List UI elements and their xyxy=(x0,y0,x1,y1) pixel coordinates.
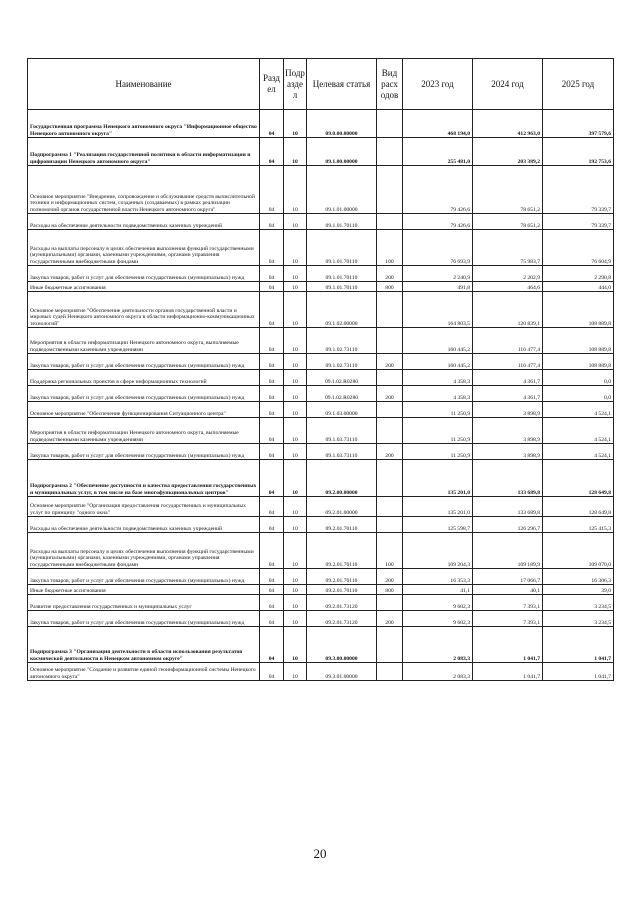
cell-section: 04 xyxy=(260,569,284,585)
cell-y2023: 109 204,3 xyxy=(403,533,473,569)
cell-expense xyxy=(377,214,403,230)
cell-section: 04 xyxy=(260,627,284,663)
cell-subsection: 10 xyxy=(284,110,307,138)
cell-y2025: 0,0 xyxy=(543,370,614,386)
cell-subsection: 10 xyxy=(284,533,307,569)
cell-y2023: 468 194,0 xyxy=(403,110,473,138)
table-row xyxy=(28,138,614,166)
cell-name: Расходы на выплаты персоналу в целях обеспечения выполнения функций государственными (муниципальными) органами, казенными учреждениями, органами управления государственными внебюджетными фондами xyxy=(28,230,260,266)
cell-section: 04 xyxy=(260,533,284,569)
cell-subsection: 10 xyxy=(284,266,307,282)
cell-y2023: 135 201,0 xyxy=(403,497,473,517)
cell-y2023: 16 353,3 xyxy=(403,569,473,585)
cell-section: 04 xyxy=(260,166,284,214)
cell-name: Государственная программа Ненецкого автономного округа "Информационное общество Ненецкого автономного округа" xyxy=(28,110,260,138)
cell-y2025: 0,0 xyxy=(543,386,614,402)
cell-y2024: 17 066,7 xyxy=(473,569,543,585)
cell-name: Развитие предоставления государственных и муниципальных услуг xyxy=(28,595,260,611)
cell-subsection: 10 xyxy=(284,611,307,627)
cell-section: 04 xyxy=(260,214,284,230)
cell-y2025: 4 524,1 xyxy=(543,444,614,460)
cell-target: 09.2.01.70110 xyxy=(307,533,377,569)
table-row xyxy=(28,292,614,328)
cell-y2025: 79 339,7 xyxy=(543,214,614,230)
cell-name: Подпрограмма 3 "Организация деятельности в области использования результатов космической деятельности в Ненецком автономном округе" xyxy=(28,627,260,663)
cell-y2024: 133 689,8 xyxy=(473,460,543,497)
cell-section: 04 xyxy=(260,292,284,328)
table-row xyxy=(28,230,614,266)
cell-subsection: 10 xyxy=(284,354,307,370)
cell-name: Основное мероприятие "Обеспечение деятельности органов государственной власти и мировых судей Ненецкого автономного округа в области информационно-коммуникационных технологий" xyxy=(28,292,260,328)
table-row xyxy=(28,460,614,497)
cell-subsection: 10 xyxy=(284,444,307,460)
cell-subsection: 10 xyxy=(284,517,307,533)
cell-y2023: 4 358,3 xyxy=(403,386,473,402)
table-row xyxy=(28,569,614,585)
cell-section: 04 xyxy=(260,354,284,370)
cell-name: Мероприятия в области информатизации Ненецкого автономного округа, выполняемые подведомственными казенными учреждениями xyxy=(28,328,260,354)
cell-expense: 200 xyxy=(377,266,403,282)
cell-name: Подпрограмма 2 "Обеспечение доступности и качества предоставления государственных и муниципальных услуг, в том числе на базе многофункциональных центров" xyxy=(28,460,260,497)
cell-section: 04 xyxy=(260,110,284,138)
cell-y2024: 75 983,7 xyxy=(473,230,543,266)
cell-y2024: 3 898,9 xyxy=(473,402,543,418)
cell-name: Иные бюджетные ассигнования xyxy=(28,585,260,595)
cell-y2023: 9 602,3 xyxy=(403,595,473,611)
cell-name: Основное мероприятие "Обеспечение функционирования Ситуационного центра" xyxy=(28,402,260,418)
cell-y2025: 108 889,8 xyxy=(543,354,614,370)
table-body xyxy=(28,110,614,681)
table-row xyxy=(28,497,614,517)
cell-expense: 800 xyxy=(377,282,403,292)
cell-y2023: 11 250,9 xyxy=(403,418,473,444)
cell-target: 09.1.03.73110 xyxy=(307,418,377,444)
table-row xyxy=(28,266,614,282)
cell-y2025: 39,0 xyxy=(543,585,614,595)
cell-name: Закупка товаров, работ и услуг для обеспечения государственных (муниципальных) нужд xyxy=(28,444,260,460)
cell-section: 04 xyxy=(260,230,284,266)
cell-expense: 200 xyxy=(377,386,403,402)
cell-section: 04 xyxy=(260,418,284,444)
cell-y2023: 135 201,0 xyxy=(403,460,473,497)
cell-expense: 200 xyxy=(377,444,403,460)
budget-table xyxy=(27,58,614,681)
cell-y2023: 125 598,7 xyxy=(403,517,473,533)
cell-target: 09.1.03.00000 xyxy=(307,402,377,418)
cell-name: Закупка товаров, работ и услуг для обеспечения государственных (муниципальных) нужд xyxy=(28,611,260,627)
cell-y2025: 1 041,7 xyxy=(543,663,614,681)
table-row xyxy=(28,533,614,569)
cell-section: 04 xyxy=(260,386,284,402)
cell-y2023: 79 426,6 xyxy=(403,166,473,214)
cell-y2024: 1 041,7 xyxy=(473,663,543,681)
cell-target: 09.1.01.70110 xyxy=(307,266,377,282)
cell-y2023: 2 083,3 xyxy=(403,663,473,681)
cell-subsection: 10 xyxy=(284,402,307,418)
cell-subsection: 10 xyxy=(284,497,307,517)
cell-y2025: 108 889,8 xyxy=(543,328,614,354)
cell-section: 04 xyxy=(260,460,284,497)
header-2025: 2025 год xyxy=(543,59,614,110)
cell-target: 09.2.00.00000 xyxy=(307,460,377,497)
cell-subsection: 10 xyxy=(284,569,307,585)
cell-y2023: 255 481,0 xyxy=(403,138,473,166)
cell-y2024: 464,6 xyxy=(473,282,543,292)
cell-subsection: 10 xyxy=(284,214,307,230)
cell-target: 09.2.01.73120 xyxy=(307,611,377,627)
table-row xyxy=(28,370,614,386)
cell-y2024: 120 839,1 xyxy=(473,292,543,328)
cell-subsection: 10 xyxy=(284,166,307,214)
table-row xyxy=(28,595,614,611)
cell-expense: 100 xyxy=(377,533,403,569)
cell-y2024: 126 296,7 xyxy=(473,517,543,533)
cell-section: 04 xyxy=(260,517,284,533)
cell-y2025: 3 234,5 xyxy=(543,611,614,627)
cell-y2025: 109 070,0 xyxy=(543,533,614,569)
cell-target: 09.1.02.73110 xyxy=(307,328,377,354)
cell-y2025: 16 306,3 xyxy=(543,569,614,585)
header-2023: 2023 год xyxy=(403,59,473,110)
cell-expense: 100 xyxy=(377,230,403,266)
cell-subsection: 10 xyxy=(284,328,307,354)
table-header-row xyxy=(28,59,614,110)
cell-y2023: 11 250,9 xyxy=(403,402,473,418)
cell-target: 09.2.01.70110 xyxy=(307,585,377,595)
cell-y2023: 160 445,2 xyxy=(403,328,473,354)
cell-name: Закупка товаров, работ и услуг для обеспечения государственных (муниципальных) нужд xyxy=(28,569,260,585)
cell-name: Подпрограмма 1 "Реализация государственной политики в области информатизации и цифровизации Ненецкого автономного округа" xyxy=(28,138,260,166)
cell-target: 09.3.00.00000 xyxy=(307,627,377,663)
cell-y2025: 108 889,8 xyxy=(543,292,614,328)
cell-subsection: 10 xyxy=(284,138,307,166)
cell-expense xyxy=(377,517,403,533)
table-row xyxy=(28,611,614,627)
cell-subsection: 10 xyxy=(284,460,307,497)
header-expense-type: Вид расх одов xyxy=(377,59,403,110)
cell-section: 04 xyxy=(260,370,284,386)
cell-y2023: 164 803,5 xyxy=(403,292,473,328)
cell-name: Закупка товаров, работ и услуг для обеспечения государственных (муниципальных) нужд xyxy=(28,266,260,282)
cell-name: Расходы на обеспечение деятельности подведомственных казенных учреждений xyxy=(28,517,260,533)
cell-y2025: 128 649,8 xyxy=(543,460,614,497)
cell-y2025: 125 415,3 xyxy=(543,517,614,533)
cell-target: 09.2.01.70110 xyxy=(307,569,377,585)
cell-y2025: 128 649,8 xyxy=(543,497,614,517)
cell-y2023: 41,1 xyxy=(403,585,473,595)
cell-target: 09.1.01.70110 xyxy=(307,282,377,292)
cell-target: 09.1.00.00000 xyxy=(307,138,377,166)
cell-section: 04 xyxy=(260,444,284,460)
cell-expense xyxy=(377,497,403,517)
cell-target: 09.1.02.73110 xyxy=(307,354,377,370)
page-number: 20 xyxy=(313,846,327,861)
cell-name: Закупка товаров, работ и услуг для обеспечения государственных (муниципальных) нужд xyxy=(28,386,260,402)
cell-name: Основное мероприятие "Создание и развитие единой геоинформационной системы Ненецкого автономного округа" xyxy=(28,663,260,681)
cell-name: Иные бюджетные ассигнования xyxy=(28,282,260,292)
cell-subsection: 10 xyxy=(284,230,307,266)
cell-name: Расходы на выплаты персоналу в целях обеспечения выполнения функций государственными (муниципальными) органами, казенными учреждениями, органами управления государственными внебюджетными фондами xyxy=(28,533,260,569)
header-target-article: Целевая статья xyxy=(307,59,377,110)
cell-y2024: 78 651,2 xyxy=(473,166,543,214)
cell-subsection: 10 xyxy=(284,282,307,292)
cell-expense: 200 xyxy=(377,569,403,585)
table-row xyxy=(28,354,614,370)
cell-subsection: 10 xyxy=(284,627,307,663)
cell-y2024: 4 361,7 xyxy=(473,386,543,402)
cell-section: 04 xyxy=(260,328,284,354)
cell-section: 04 xyxy=(260,497,284,517)
cell-y2023: 9 602,3 xyxy=(403,611,473,627)
table-row xyxy=(28,585,614,595)
cell-target: 09.1.03.73110 xyxy=(307,444,377,460)
cell-section: 04 xyxy=(260,266,284,282)
table-row xyxy=(28,418,614,444)
cell-y2025: 2 290,8 xyxy=(543,266,614,282)
cell-y2025: 79 339,7 xyxy=(543,166,614,214)
cell-section: 04 xyxy=(260,282,284,292)
table-row xyxy=(28,282,614,292)
cell-target: 09.2.01.70110 xyxy=(307,517,377,533)
cell-y2024: 7 393,1 xyxy=(473,595,543,611)
cell-y2024: 3 898,9 xyxy=(473,444,543,460)
cell-expense xyxy=(377,460,403,497)
cell-target: 09.1.01.00000 xyxy=(307,166,377,214)
cell-expense: 200 xyxy=(377,611,403,627)
cell-name: Закупка товаров, работ и услуг для обеспечения государственных (муниципальных) нужд xyxy=(28,354,260,370)
table-row xyxy=(28,166,614,214)
cell-y2023: 491,8 xyxy=(403,282,473,292)
cell-expense: 200 xyxy=(377,354,403,370)
cell-expense xyxy=(377,138,403,166)
cell-y2023: 2 240,9 xyxy=(403,266,473,282)
cell-y2024: 1 041,7 xyxy=(473,627,543,663)
cell-expense xyxy=(377,595,403,611)
cell-target: 09.1.01.70110 xyxy=(307,230,377,266)
cell-y2025: 444,0 xyxy=(543,282,614,292)
cell-y2025: 4 524,1 xyxy=(543,402,614,418)
cell-y2024: 116 477,4 xyxy=(473,354,543,370)
cell-y2025: 397 579,6 xyxy=(543,110,614,138)
cell-expense xyxy=(377,627,403,663)
cell-target: 09.1.01.70110 xyxy=(307,214,377,230)
header-section: Разд ел xyxy=(260,59,284,110)
cell-name: Расходы на обеспечение деятельности подведомственных казенных учреждений xyxy=(28,214,260,230)
cell-y2024: 4 361,7 xyxy=(473,370,543,386)
cell-section: 04 xyxy=(260,138,284,166)
cell-subsection: 10 xyxy=(284,663,307,681)
cell-y2024: 203 389,2 xyxy=(473,138,543,166)
cell-y2023: 160 445,2 xyxy=(403,354,473,370)
cell-y2023: 4 358,3 xyxy=(403,370,473,386)
table-row xyxy=(28,663,614,681)
cell-subsection: 10 xyxy=(284,370,307,386)
header-name: Наименование xyxy=(28,59,260,110)
cell-name: Мероприятия в области информатизации Ненецкого автономного округа, выполняемые подведомственными казенными учреждениями xyxy=(28,418,260,444)
cell-target: 09.0.00.00000 xyxy=(307,110,377,138)
cell-expense xyxy=(377,292,403,328)
cell-y2024: 3 898,9 xyxy=(473,418,543,444)
cell-y2023: 11 250,9 xyxy=(403,444,473,460)
cell-y2025: 192 753,6 xyxy=(543,138,614,166)
cell-expense xyxy=(377,110,403,138)
table-row xyxy=(28,328,614,354)
cell-name: Основное мероприятие "Организация предоставления государственных и муниципальных услуг по принципу "одного окна" xyxy=(28,497,260,517)
cell-expense xyxy=(377,418,403,444)
cell-subsection: 10 xyxy=(284,595,307,611)
table-row xyxy=(28,386,614,402)
cell-y2024: 412 963,0 xyxy=(473,110,543,138)
cell-y2024: 78 651,2 xyxy=(473,214,543,230)
cell-section: 04 xyxy=(260,402,284,418)
cell-y2024: 40,1 xyxy=(473,585,543,595)
cell-y2023: 79 426,6 xyxy=(403,214,473,230)
cell-target: 09.1.02.R0280 xyxy=(307,386,377,402)
cell-subsection: 10 xyxy=(284,386,307,402)
cell-y2024: 109 189,9 xyxy=(473,533,543,569)
table-row xyxy=(28,444,614,460)
cell-y2023: 76 693,9 xyxy=(403,230,473,266)
cell-section: 04 xyxy=(260,663,284,681)
cell-section: 04 xyxy=(260,585,284,595)
cell-expense: 800 xyxy=(377,585,403,595)
cell-section: 04 xyxy=(260,611,284,627)
cell-y2024: 116 477,4 xyxy=(473,328,543,354)
cell-subsection: 10 xyxy=(284,418,307,444)
cell-target: 09.3.01.00000 xyxy=(307,663,377,681)
header-2024: 2024 год xyxy=(473,59,543,110)
cell-section: 04 xyxy=(260,595,284,611)
table-row xyxy=(28,627,614,663)
cell-expense xyxy=(377,402,403,418)
cell-y2025: 3 234,5 xyxy=(543,595,614,611)
cell-name: Основное мероприятие "Внедрение, сопровождение и обслуживание средств вычислительной техники и информационных систем, созданных (создаваемых) в рамках реализации полномочий органов государственной власти Ненецкого автономного округа" xyxy=(28,166,260,214)
cell-y2023: 2 083,3 xyxy=(403,627,473,663)
header-subsection: Подр азде л xyxy=(284,59,307,110)
cell-target: 09.1.02.00000 xyxy=(307,292,377,328)
cell-expense xyxy=(377,370,403,386)
table-row xyxy=(28,214,614,230)
cell-expense xyxy=(377,166,403,214)
cell-target: 09.1.02.R0280 xyxy=(307,370,377,386)
cell-subsection: 10 xyxy=(284,292,307,328)
cell-name: Поддержка региональных проектов в сфере информационных технологий xyxy=(28,370,260,386)
cell-subsection: 10 xyxy=(284,585,307,595)
table-row xyxy=(28,110,614,138)
cell-y2025: 1 041,7 xyxy=(543,627,614,663)
cell-target: 09.2.01.73120 xyxy=(307,595,377,611)
table-row xyxy=(28,517,614,533)
cell-target: 09.2.01.00000 xyxy=(307,497,377,517)
cell-y2024: 2 202,9 xyxy=(473,266,543,282)
cell-expense xyxy=(377,328,403,354)
cell-y2025: 76 604,9 xyxy=(543,230,614,266)
cell-y2025: 4 524,1 xyxy=(543,418,614,444)
cell-y2024: 133 689,8 xyxy=(473,497,543,517)
cell-y2024: 7 393,1 xyxy=(473,611,543,627)
cell-expense xyxy=(377,663,403,681)
table-row xyxy=(28,402,614,418)
